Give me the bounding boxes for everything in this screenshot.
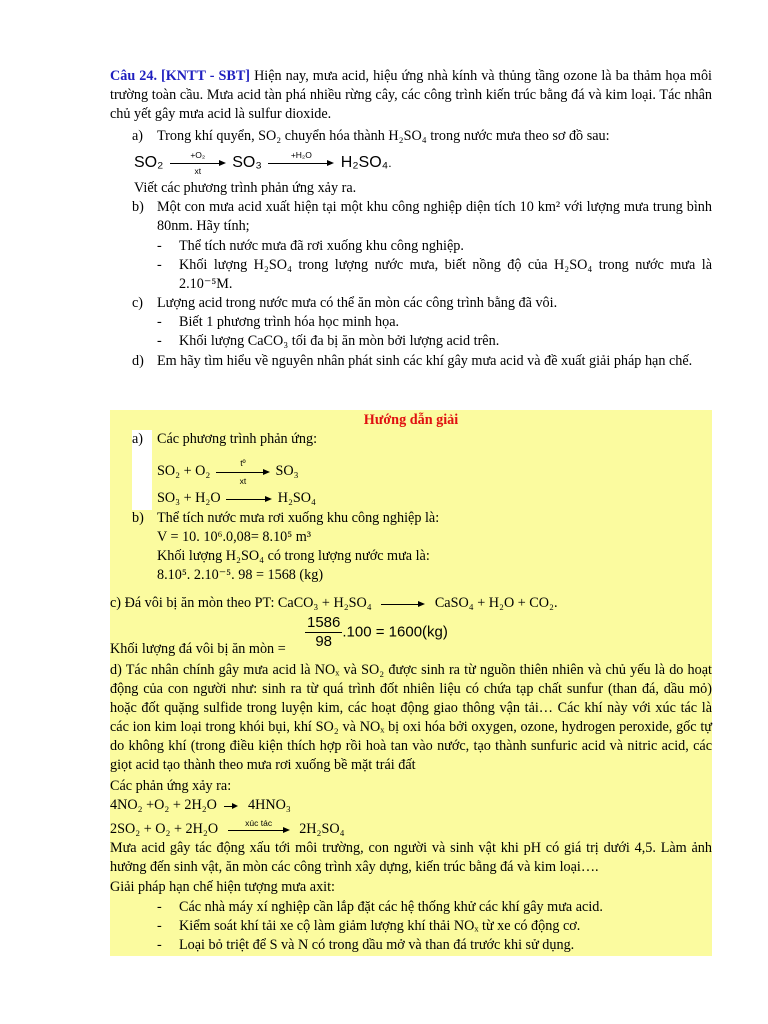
question-b-text: Một con mưa acid xuất hiện tại một khu công nghiệp diện tích 10 km² với lượng mưa trung bình 80nm. Hãy tính; [157,199,712,234]
solution-b: b) Thể tích nước mưa rơi xuống khu công nghiệp là: V = 10. 10⁶.0,08= 8.10⁵ m³ Khối lượng H₂SO₄ có trong lượng nước mưa là: 8.10⁵. 2.10⁻⁵. 98 = 1568 (kg) [132,510,440,583]
solution-effect-paragraph: Mưa acid gây tác động xấu tới môi trường, con người và sinh vật khi pH có giá trị dưới 4,5. Làm ảnh hưởng đến sinh vật, ăn mòn các công trình xây dựng, kiến trúc bằng đá và kim loại…. [110,840,712,875]
question-source: [KNTT - SBT] [161,68,251,84]
scheme-arrow-2 [268,151,334,175]
solution-reactions-label: Các phản ứng xảy ra: [110,778,232,794]
eq1-arrow: $\frac{\text{tº}}{xt}$ [216,459,270,485]
solution-eq-2: SO₃ + H₂O H₂SO₄ [157,490,316,506]
solution-c-equation: c) Đá vôi bị ăn mòn theo PT: CaCO₃ + H₂SO₄ CaSO₄ + H₂O + CO₂. [110,595,558,611]
question-b-item-1: - Thể tích nước mưa đã rơi xuống khu công nghiệp. [157,238,464,254]
question-c-label: c) [132,295,144,311]
fraction-tail: .100 = 1600(kg) [342,623,448,641]
solution-d-paragraph: d) Tác nhân chính gây mưa acid là NOₓ và SO₂ được sinh ra từ nguồn thiên nhiên và chủ yếu là do hoạt động của con người như: sinh ra từ quá trình đốt nhiên liệu có chứa tạp chất sunfur (than đá, dầu mỏ) hoặc đốt quặng sulfide trong luyện kim, các hoạt động giao thông vận tải… Các khí này với xúc tác là các ion kim loại trong khói bụi, khí SO₂ và NOₓ bị oxi hóa bởi oxygen, ozone, hydrogen peroxide, gốc tự do không khí (trong điều kiện thích hợp rồi hoà tan vào nước, tạo thành sunfuric acid và nitric acid, các giọt acid tạo thành theo mưa rơi xuống bề mặt trái đất [110,662,712,773]
question-a-text: Trong khí quyển, SO₂ chuyển hóa thành H₂SO₄ trong nước mưa theo sơ đồ sau: [157,128,610,144]
question-a-label: a) [132,128,144,144]
scheme-h2so4: H₂SO₄ [340,154,389,171]
solution-c-mass-label: Khối lượng đá vôi bị ăn mòn = [110,641,286,657]
solution-item-1: - Các nhà máy xí nghiệp cần lắp đặt các hệ thống khử các khí gây mưa acid. [157,899,603,915]
scheme-arrow-1-bottom: xt [194,165,202,176]
solution-item-2: - Kiểm soát khí tải xe cộ làm giảm lượng khí thải NOₓ từ xe có động cơ. [157,918,581,934]
solution-eq-1: SO₂ + O₂ $\frac{\text{tº}}{xt}$ SO₃ [157,457,299,486]
question-intro [110,67,712,124]
question-c-item-1: - Biết 1 phương trình hóa học minh họa. [157,314,400,330]
question-b [110,198,712,236]
c-arrow [381,599,425,609]
r2-arrow: xúc tác [228,819,290,841]
scheme-arrow-2-top: +H₂O [290,149,312,160]
solution-a-label: a) [132,431,144,447]
question-intro-text: Hiện nay, mưa acid, hiệu ứng nhà kính và thủng tầng ozone là ba thảm họa môi trường toàn cầu. Mưa acid tàn phá nhiều rừng cây, các công trình kiến trúc bằng đá và kim loại. Tác nhân chủ yết gây mưa acid là sulfur dioxide. [110,68,712,122]
question-b-label: b) [132,199,144,215]
scheme-arrow-1 [170,151,226,175]
question-number: Câu 24. [110,68,157,84]
solution-reaction-1: 4NO₂ +O₂ + 2H₂O 4HNO₃ [110,797,291,813]
reaction-scheme: SO₂ $\frac{\text{+O₂}}{xt}$ SO₃ +H₂O H₂SO₄. [134,149,392,176]
fraction-denominator: 98 [315,633,333,650]
solution-a [110,430,712,449]
solution-b-label: b) [132,510,144,526]
solution-title: Hướng dẫn giải [363,412,459,428]
fraction-numerator: 1586 [307,614,341,631]
solution-c-fraction [305,614,505,651]
solution-solutions-label: Giải pháp hạn chế hiện tượng mưa axit: [110,879,335,895]
solution-reaction-2: 2SO₂ + O₂ + 2H₂O xúc tác 2H₂SO₄ [110,815,712,839]
r1-arrow [224,801,238,811]
solution-a-text: Các phương trình phản ứng: [157,431,318,447]
solution-item-3: - Loại bỏ triệt để S và N có trong dầu mở và than đá trước khi sử dụng. [157,937,575,953]
question-b-item-2: - Khối lượng H₂SO₄ trong lượng nước mưa, biết nồng độ của H₂SO₄ trong nước mưa là 2.10⁻⁵M. [157,257,712,292]
scheme-so3: SO₃ [232,154,262,171]
question-d-label: d) [132,353,144,369]
question-c-item-2: - Khối lượng CaCO₃ tối đa bị ăn mòn bởi lượng acid trên. [157,333,500,349]
question-a-tail: Viết các phương trình phản ứng xảy ra. [134,180,357,196]
question-c-text: Lượng acid trong nước mưa có thể ăn mòn các công trình bằng đã vôi. [157,295,558,311]
question-d [110,352,712,371]
scheme-so2: SO₂ [134,154,164,171]
scheme-arrow-1-top: +O₂ [190,149,206,160]
question-d-text: Em hãy tìm hiểu về nguyên nhân phát sinh các khí gây mưa acid và đề xuất giải pháp hạn chế. [157,353,693,369]
question-c [110,294,712,313]
eq2-arrow [226,494,272,504]
